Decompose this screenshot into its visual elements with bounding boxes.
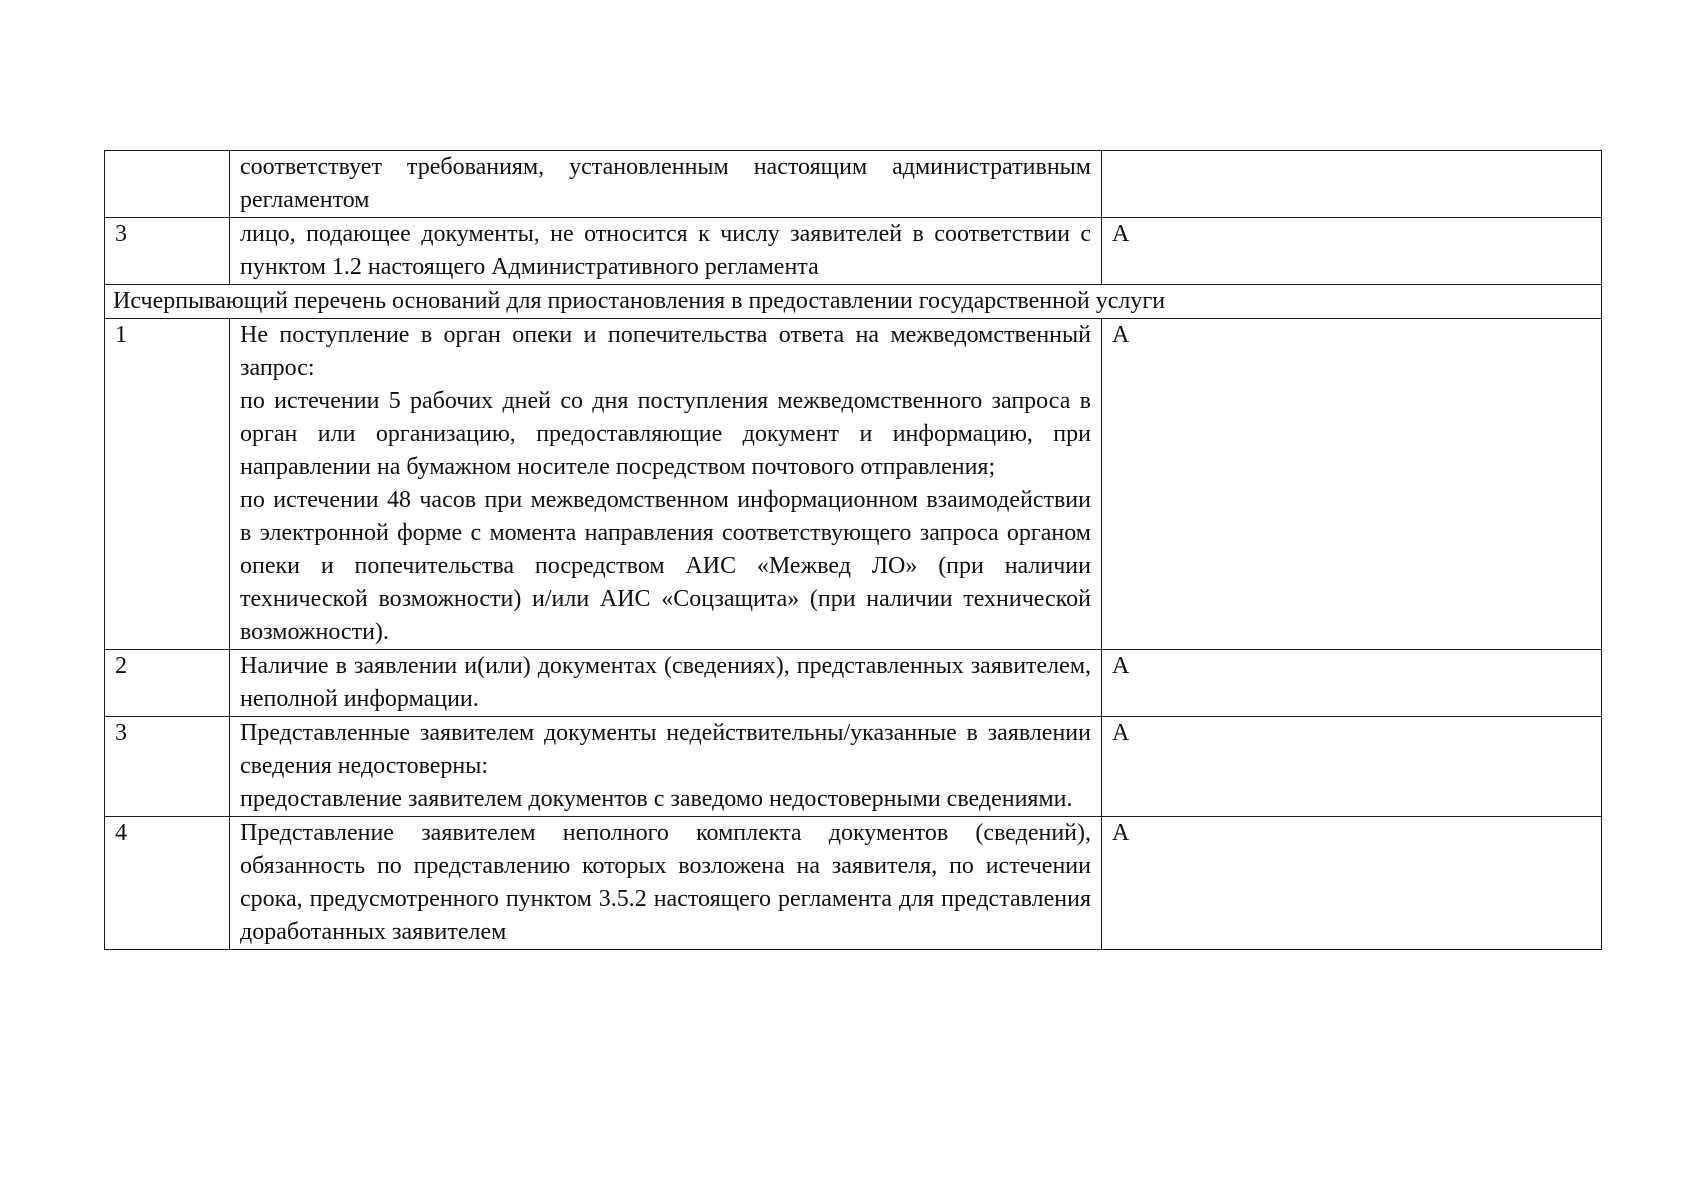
row-text-paragraph: Не поступление в орган опеки и попечительства ответа на межведомственный запрос: [240, 322, 1091, 381]
row-code: А [1102, 817, 1602, 950]
table-row [105, 717, 1602, 817]
row-text [230, 817, 1102, 950]
row-number [105, 151, 230, 218]
section-heading-row [105, 285, 1602, 319]
row-code: А [1102, 218, 1602, 285]
row-number: 4 [105, 817, 230, 950]
row-code [1102, 151, 1602, 218]
row-text [230, 650, 1102, 717]
row-code: А [1102, 319, 1602, 650]
row-text-paragraph: Представленные заявителем документы недействительны/указанные в заявлении сведения недостоверны: [240, 720, 1091, 779]
row-code: А [1102, 717, 1602, 817]
row-text [230, 717, 1102, 817]
table-row [105, 218, 1602, 285]
table-row [105, 319, 1602, 650]
table-row [105, 151, 1602, 218]
row-text-paragraph: лицо, подающее документы, не относится к числу заявителей в соответствии с пунктом 1.2 настоящего Административного регламента [240, 221, 1091, 280]
row-text-paragraph: соответствует требованиям, установленным настоящим административным регламентом [240, 154, 1091, 213]
row-number: 2 [105, 650, 230, 717]
row-text-paragraph: Наличие в заявлении и(или) документах (сведениях), представленных заявителем, неполной информации. [240, 653, 1091, 712]
row-code: А [1102, 650, 1602, 717]
grounds-table [104, 150, 1602, 950]
row-text [230, 151, 1102, 218]
row-text-paragraph: предоставление заявителем документов с заведомо недостоверными сведениями. [240, 786, 1073, 812]
section-heading: Исчерпывающий перечень оснований для приостановления в предоставлении государственной услуги [105, 285, 1602, 319]
table-row [105, 650, 1602, 717]
row-number: 3 [105, 218, 230, 285]
row-number: 3 [105, 717, 230, 817]
row-text [230, 218, 1102, 285]
row-text-paragraph: по истечении 5 рабочих дней со дня поступления межведомственного запроса в орган или организацию, предоставляющие документ и информацию, при направлении на бумажном носителе посредством почтового отправления; [240, 388, 1091, 480]
row-number: 1 [105, 319, 230, 650]
table-row [105, 817, 1602, 950]
row-text-paragraph: Представление заявителем неполного комплекта документов (сведений), обязанность по представлению которых возложена на заявителя, по истечении срока, предусмотренного пунктом 3.5.2 настоящего регламента для представления доработанных заявителем [240, 820, 1091, 945]
row-text-paragraph: по истечении 48 часов при межведомственном информационном взаимодействии в электронной форме с момента направления соответствующего запроса органом опеки и попечительства посредством АИС «Межвед ЛО» (при наличии технической возможности) и/или АИС «Соцзащита» (при наличии технической возможности). [240, 487, 1091, 645]
row-text [230, 319, 1102, 650]
